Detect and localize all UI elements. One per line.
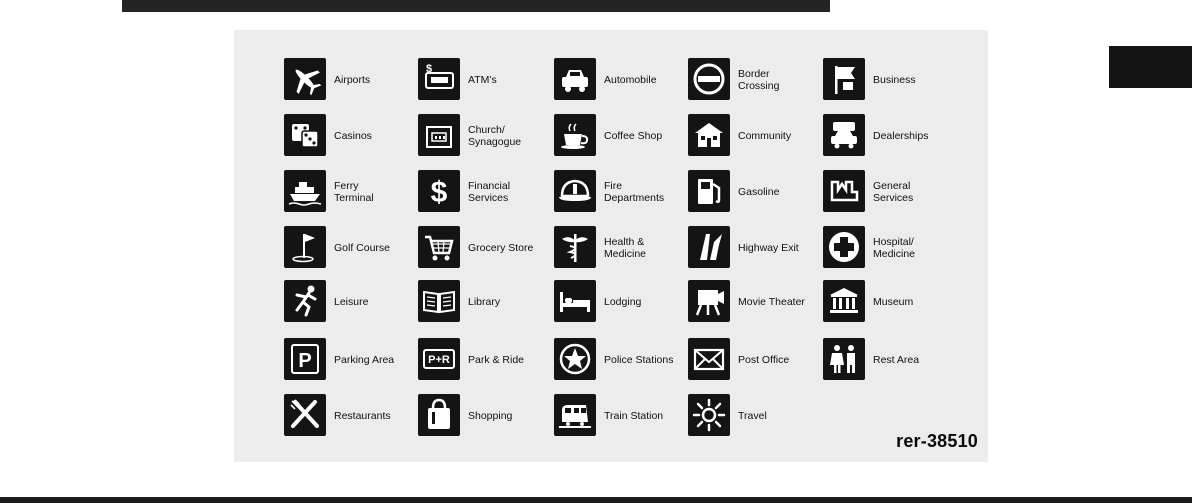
poi-category-label: Police Stations [604,354,674,366]
poi-category-item [823,57,959,103]
poi-category-item [284,113,420,159]
airplane-icon [284,58,326,100]
bed-icon [554,280,596,322]
poi-category-label: Church/ Synagogue [468,124,522,148]
general-services-icon [823,170,865,212]
bottom-rule [0,497,1192,503]
poi-category-label: General Services [873,180,914,204]
hospital-cross-icon [823,226,865,268]
museum-icon [823,280,865,322]
poi-category-label: Rest Area [873,354,920,366]
poi-category-item [418,337,554,383]
movie-camera-icon [688,280,730,322]
poi-category-label: Financial Services [468,180,511,204]
poi-category-label: Community [738,130,792,142]
police-badge-icon [554,338,596,380]
poi-category-label: Casinos [334,130,372,142]
poi-category-item [823,113,959,159]
poi-category-item [554,113,690,159]
poi-category-item [823,225,959,271]
poi-category-label: Museum [873,296,914,308]
envelope-icon [688,338,730,380]
community-building-icon [688,114,730,156]
svg-text:$: $ [426,63,433,75]
poi-category-item [823,337,959,383]
atm-card-icon [418,58,460,100]
poi-category-item [823,169,959,215]
poi-category-label: Gasoline [738,186,780,198]
poi-category-item [554,393,690,439]
dealership-icon [823,114,865,156]
poi-category-item [823,279,959,325]
icon-glyph: P+R [428,354,450,366]
poi-category-item [418,225,554,271]
poi-category-label: Highway Exit [738,242,799,254]
shopping-bag-icon [418,394,460,436]
poi-category-label: Golf Course [334,242,391,254]
dice-icon [284,114,326,156]
poi-category-label: Movie Theater [738,296,805,308]
poi-category-item [418,393,554,439]
icon-glyph: P [298,350,312,372]
train-icon [554,394,596,436]
poi-category-label: Travel [738,410,767,422]
poi-category-label: Hospital/ Medicine [873,236,916,260]
poi-category-item [688,169,824,215]
poi-category-item [554,169,690,215]
section-tab [1109,46,1192,88]
fork-knife-icon [284,394,326,436]
poi-icon-legend-panel [234,30,988,462]
poi-category-label: Library [468,296,501,308]
poi-category-item [688,57,824,103]
poi-category-item [284,57,420,103]
poi-category-item [688,225,824,271]
figure-code: rer-38510 [896,431,978,451]
poi-category-label: Shopping [468,410,513,422]
caduceus-icon [554,226,596,268]
poi-category-item [418,279,554,325]
car-icon [554,58,596,100]
poi-category-item [418,169,554,215]
poi-category-item [688,279,824,325]
golf-flag-icon [284,226,326,268]
poi-category-label: ATM’s [468,74,497,86]
park-and-ride-icon [418,338,460,380]
shopping-cart-icon [418,226,460,268]
poi-category-item [284,169,420,215]
poi-category-label: Business [873,74,916,86]
poi-category-label: Health & Medicine [604,236,647,260]
poi-category-item [554,337,690,383]
poi-category-label: Automobile [604,74,657,86]
travel-sun-icon [688,394,730,436]
poi-category-item [554,279,690,325]
poi-category-item [554,57,690,103]
poi-category-item [284,393,420,439]
poi-category-label: Dealerships [873,130,929,142]
poi-category-item [284,337,420,383]
business-flag-icon [823,58,865,100]
open-book-icon [418,280,460,322]
poi-category-label: Leisure [334,296,369,308]
fire-helmet-icon [554,170,596,212]
poi-category-item [688,113,824,159]
ferry-icon [284,170,326,212]
svg-text:$: $ [430,176,448,209]
poi-category-label: Ferry Terminal [334,180,374,204]
church-icon [418,114,460,156]
parking-icon [284,338,326,380]
poi-category-item [688,337,824,383]
coffee-cup-icon [554,114,596,156]
highway-exit-icon [688,226,730,268]
poi-category-item [418,57,554,103]
poi-category-item [284,225,420,271]
poi-category-item [284,279,420,325]
poi-category-label: Train Station [604,410,664,422]
poi-category-item [418,113,554,159]
poi-category-label: Airports [334,74,371,86]
poi-category-item [688,393,824,439]
poi-category-label: Border Crossing [738,68,780,92]
poi-category-label: Post Office [738,354,790,366]
poi-category-label: Parking Area [334,354,395,366]
poi-category-label: Grocery Store [468,242,534,254]
poi-category-label: Park & Ride [468,354,525,366]
dollar-icon [418,170,460,212]
running-person-icon [284,280,326,322]
restroom-icon [823,338,865,380]
poi-category-item [554,225,690,271]
border-sign-icon [688,58,730,100]
poi-category-label: Fire Departments [604,180,665,204]
poi-category-label: Coffee Shop [604,130,663,142]
fuel-pump-icon [688,170,730,212]
top-header-bar [122,0,830,12]
poi-category-label: Lodging [604,296,642,308]
poi-category-label: Restaurants [334,410,391,422]
